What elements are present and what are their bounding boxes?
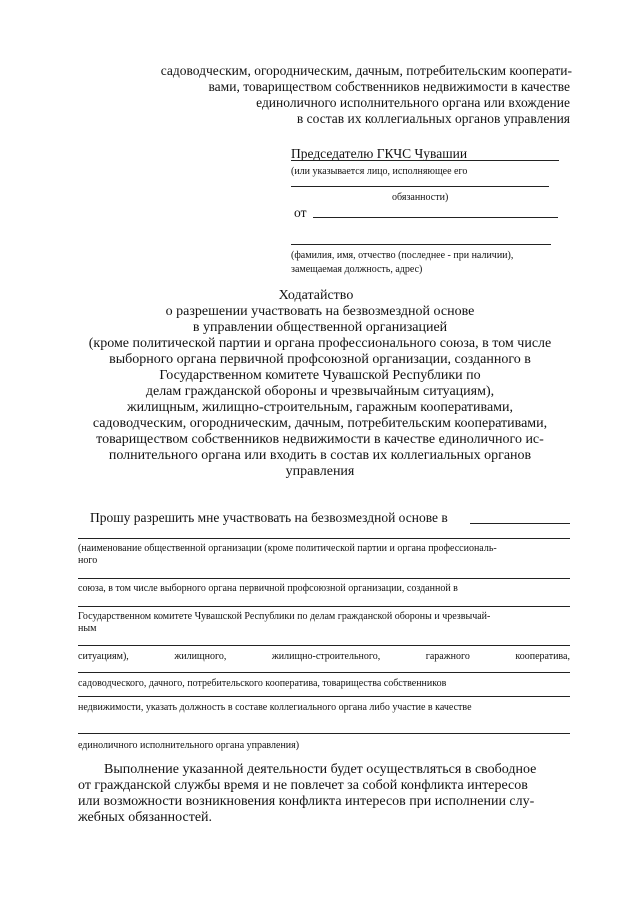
blank-line: [78, 578, 570, 579]
justified-word: ситуациям),: [78, 651, 129, 662]
closing-line: от гражданской службы время и не повлечет за собой конфликта интересов: [78, 778, 528, 793]
title-line: в управлении общественной организацией: [192, 320, 448, 335]
header-line: единоличного исполнительного органа или вхождение: [256, 95, 570, 110]
header-line: вами, товариществом собственников недвижимости в качестве: [208, 79, 570, 94]
title-line: жилищным, жилищно-строительным, гаражным кооперативами,: [126, 400, 514, 415]
title-line: о разрешении участвовать на безвозмездной основе: [165, 304, 475, 319]
document-title: [60, 288, 580, 480]
justified-line: [78, 651, 570, 663]
blank-line: [78, 606, 570, 607]
title-line: (кроме политической партии и органа профессионального союза, в том числе: [88, 336, 552, 351]
blank-line: [78, 672, 570, 673]
title-line: Государственном комитете Чувашской Республики по: [159, 368, 481, 383]
addressee-note: (или указывается лицо, исполняющее его: [291, 166, 468, 177]
request-lead: Прошу разрешить мне участвовать на безвозмездной основе в: [90, 510, 448, 525]
addressee-note: замещаемая должность, адрес): [291, 264, 423, 275]
underline: [291, 160, 559, 161]
blank-line: [291, 186, 549, 187]
addressee-note: обязанности): [392, 192, 449, 203]
blank-line: [78, 645, 570, 646]
title-line: полнительного органа или входить в состав их коллегиальных органов: [108, 448, 532, 463]
title-line: товариществом собственников недвижимости в качестве единоличного ис-: [96, 432, 544, 447]
field-note: единоличного исполнительного органа управления): [78, 740, 300, 751]
justified-word: гаражного: [425, 651, 470, 662]
from-field-line: [313, 217, 558, 218]
field-note: недвижимости, указать должность в составе коллегиального органа либо участие в качестве: [78, 702, 472, 713]
org-name-line: [470, 523, 570, 524]
blank-line: [291, 244, 551, 245]
field-note: союза, в том числе выборного органа первичной профсоюзной организации, созданной в: [78, 583, 458, 594]
closing-line: жебных обязанностей.: [78, 810, 213, 825]
title-line: делам гражданской обороны и чрезвычайным ситуациям),: [145, 384, 495, 399]
org-name-line: [78, 538, 570, 539]
from-label: от: [294, 205, 307, 220]
title-line: садоводческим, огородническим, дачным, потребительским кооперативами,: [92, 416, 548, 431]
field-note: (наименование общественной организации (кроме политической партии и органа профессиональ-: [78, 543, 497, 554]
title-line: выборного органа первичной профсоюзной организации, созданного в: [109, 352, 531, 367]
title-heading: Ходатайство: [278, 288, 354, 303]
header-line: садоводческим, огородническим, дачным, потребительским кооперати-: [160, 63, 572, 78]
justified-word: жилищного,: [174, 651, 227, 662]
header-line: в состав их коллегиальных органов управления: [296, 111, 570, 126]
header-block: [80, 63, 572, 127]
addressee-note: (фамилия, имя, отчество (последнее - при наличии),: [291, 250, 514, 261]
field-note: садоводческого, дачного, потребительского кооператива, товарищества собственников: [78, 678, 447, 689]
blank-line: [78, 733, 570, 734]
field-note: Государственном комитете Чувашской Республики по делам гражданской обороны и чрезвычай-: [78, 611, 491, 622]
justified-word: жилищно-строительного,: [271, 651, 381, 662]
addressee-title: Председателю ГКЧС Чувашии: [291, 146, 468, 161]
closing-line: или возможности возникновения конфликта интересов при исполнении слу-: [78, 794, 535, 809]
field-note: ного: [78, 555, 98, 566]
justified-word: кооператива,: [515, 651, 570, 662]
closing-paragraph: [78, 762, 578, 826]
closing-line: Выполнение указанной деятельности будет осуществляться в свободное: [104, 762, 537, 777]
title-line: управления: [285, 464, 355, 479]
field-note: ным: [78, 623, 97, 634]
blank-line: [78, 696, 570, 697]
